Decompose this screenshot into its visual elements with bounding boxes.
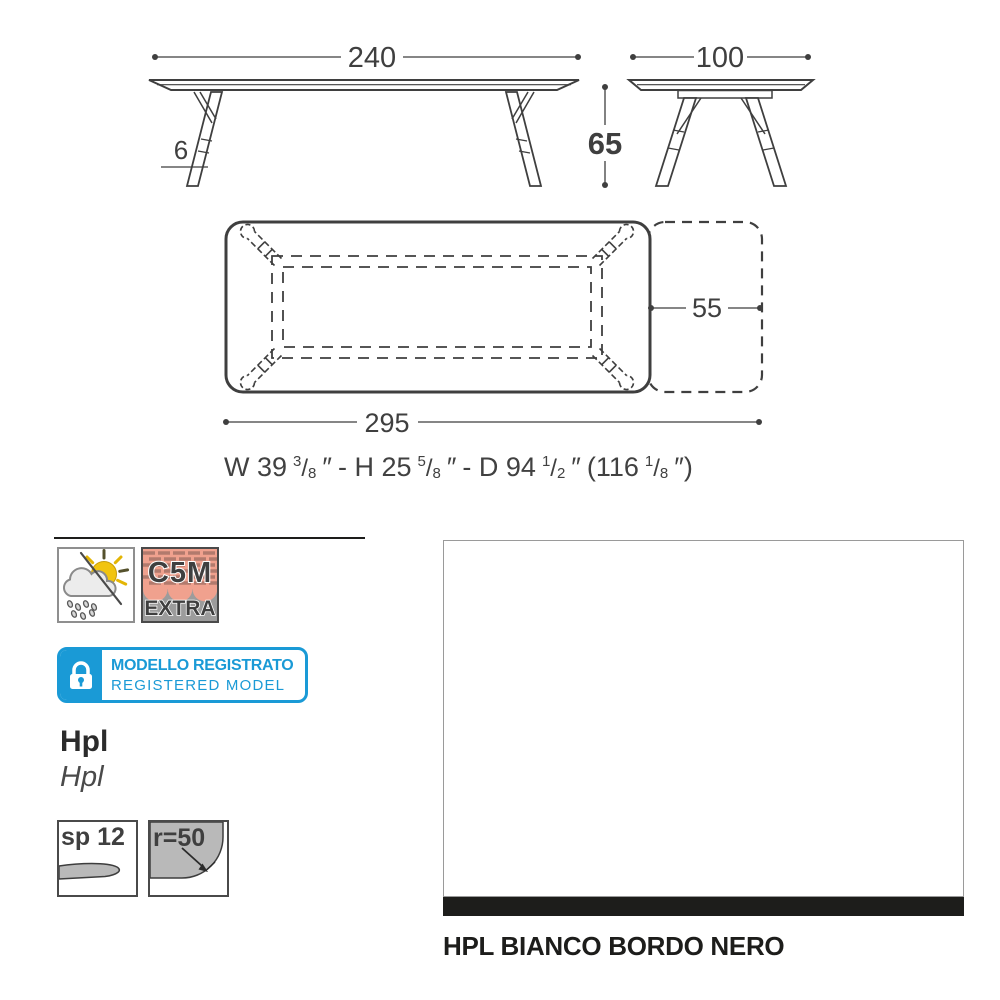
width-fraction: 3 / 8 (293, 453, 317, 482)
rain-drops-icon (67, 600, 98, 620)
height-dimension (588, 84, 622, 188)
tabletop-outline (226, 222, 650, 392)
total-depth-fraction: 1 / 8 (644, 453, 669, 482)
depth-fraction: 1 / 2 (541, 453, 566, 482)
top-view-drawing (223, 222, 763, 438)
total-length-label: 295 (364, 408, 410, 438)
height-label: 65 (587, 126, 623, 161)
side-view-drawing (629, 42, 813, 186)
section-divider (54, 537, 365, 539)
swatch-edge-bar (443, 897, 964, 916)
total-length-dimension (223, 408, 762, 438)
corner-radius-label: r=50 (153, 824, 206, 852)
imperial-dimensions: W 39 3 / 8 ″ - H 25 5 / 8 ″ - D 94 1 / 2 ″ (116 1 / 8 ″) (224, 452, 693, 482)
registered-model-badge (57, 647, 308, 703)
registered-model-title: MODELLO REGISTRATO (111, 656, 294, 674)
padlock-icon (60, 650, 102, 700)
tabletop-section-shape (59, 864, 119, 880)
front-width-label: 240 (347, 42, 397, 74)
total-depth-imperial: (116 (586, 452, 639, 482)
swatch-surface[interactable] (443, 540, 964, 897)
outdoor-weather-icon (57, 547, 135, 623)
front-width-dimension (152, 42, 581, 74)
top-thickness-label: 6 (173, 135, 189, 165)
side-right-leg (741, 98, 786, 186)
corner-radius-spec-icon (148, 820, 229, 897)
height-imperial: - H 25 (337, 452, 412, 482)
front-view-drawing (149, 42, 622, 188)
material-name-translation: Hpl (60, 761, 104, 793)
front-left-leg (187, 92, 222, 186)
side-left-leg (656, 98, 701, 186)
width-imperial: W 39 (224, 452, 288, 482)
finish-swatch[interactable] (443, 540, 964, 916)
registered-model-subtitle: REGISTERED MODEL (111, 676, 286, 694)
height-fraction: 5 / 8 (417, 453, 441, 482)
extension-depth-label: 55 (691, 293, 723, 323)
thickness-spec-icon (57, 820, 138, 897)
side-depth-label: 100 (695, 42, 745, 74)
thickness-spec-label: sp 12 (61, 823, 125, 851)
material-block (60, 725, 108, 795)
corrosion-class-icon (141, 547, 219, 623)
front-right-leg (506, 92, 541, 186)
depth-imperial: - D 94 (462, 452, 536, 482)
corrosion-class-label: C5M (147, 557, 213, 589)
finish-name: HPL BIANCO BORDO NERO (443, 931, 785, 961)
corrosion-grade-label: EXTRA (144, 597, 216, 620)
side-depth-dimension (630, 42, 811, 74)
material-name: Hpl (60, 725, 109, 758)
